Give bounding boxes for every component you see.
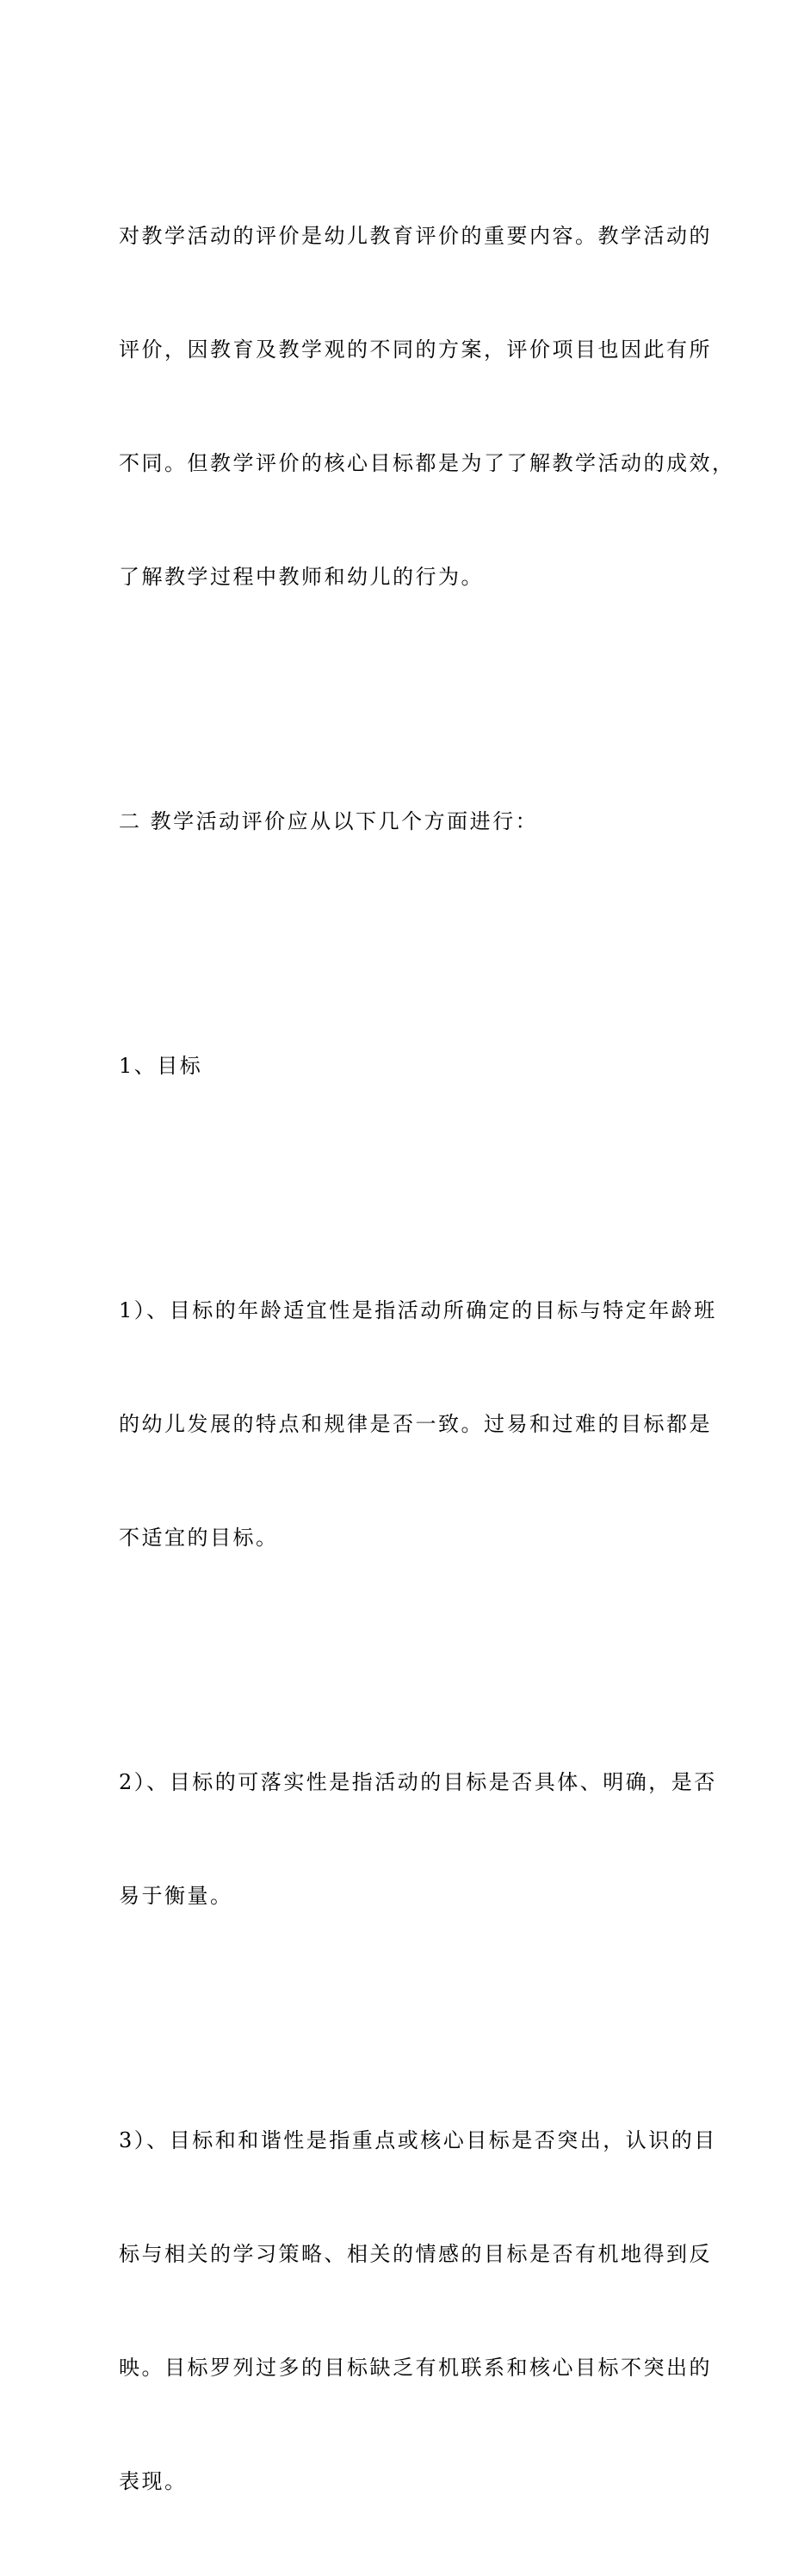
text-line: 了解教学过程中教师和幼儿的行为。 bbox=[119, 565, 484, 589]
text-line: 的幼儿发展的特点和规律是否一致。过易和过难的目标都是 bbox=[119, 1412, 712, 1436]
text-line: 1、目标 bbox=[119, 1054, 203, 1078]
text-line: 3）、目标和和谐性是指重点或核心目标是否突出，认识的目 bbox=[119, 2128, 717, 2152]
text-line: 二 教学活动评价应从以下几个方面进行： bbox=[119, 809, 539, 833]
section-heading bbox=[119, 727, 678, 916]
text-line: 不适宜的目标。 bbox=[119, 1526, 279, 1550]
text-line: 不同。但教学评价的核心目标都是为了了解教学活动的成效， bbox=[119, 451, 735, 475]
paragraph-item-2 bbox=[119, 1687, 717, 1991]
paragraph-item-1 bbox=[119, 1216, 717, 1632]
text-line: 评价，因教育及教学观的不同的方案，评价项目也因此有所 bbox=[119, 337, 712, 362]
text-line: 易于衡量。 bbox=[119, 1884, 233, 1908]
paragraph-item-3 bbox=[119, 2046, 717, 2576]
text-line: 1）、目标的年龄适宜性是指活动所确定的目标与特定年龄班 bbox=[119, 1298, 717, 1322]
text-line: 2）、目标的可落实性是指活动的目标是否具体、明确，是否 bbox=[119, 1770, 717, 1794]
subsection-heading bbox=[119, 971, 678, 1161]
text-line: 对教学活动的评价是幼儿教育评价的重要内容。教学活动的 bbox=[119, 224, 712, 248]
text-line: 映。目标罗列过多的目标缺乏有机联系和核心目标不突出的 bbox=[119, 2356, 712, 2380]
paragraph-intro bbox=[119, 141, 735, 672]
document-body bbox=[119, 141, 735, 2576]
text-line: 表现。 bbox=[119, 2469, 188, 2493]
text-line: 标与相关的学习策略、相关的情感的目标是否有机地得到反 bbox=[119, 2242, 712, 2266]
